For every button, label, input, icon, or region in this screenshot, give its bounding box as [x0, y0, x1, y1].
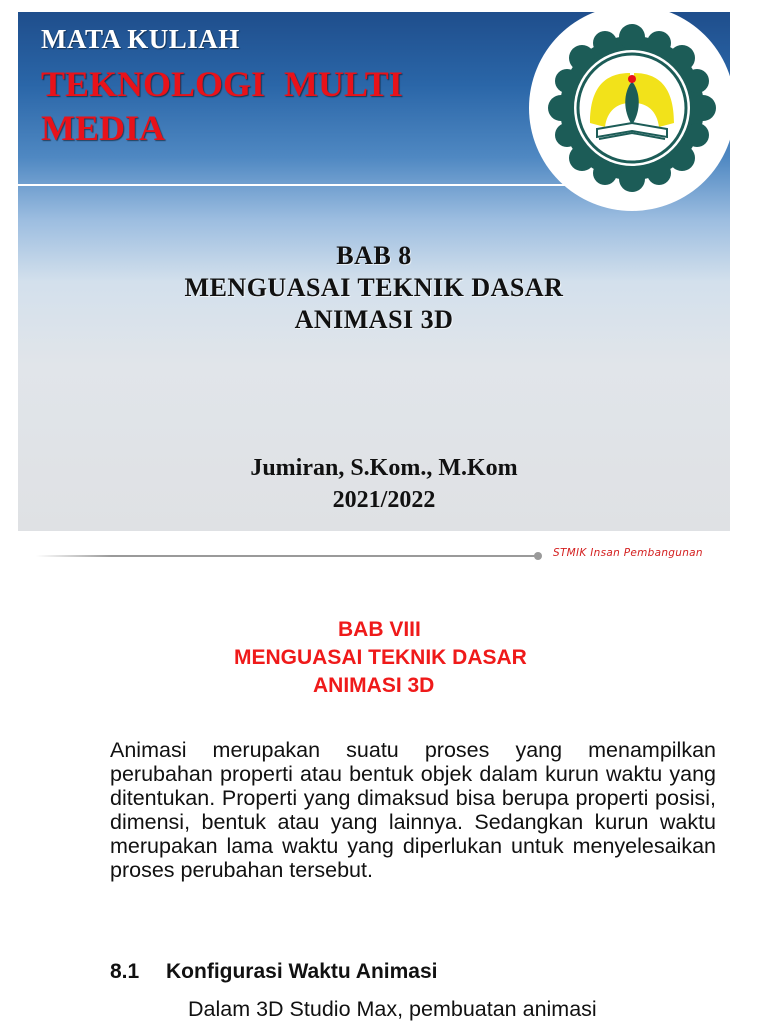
section-title: Konfigurasi Waktu Animasi [166, 960, 438, 983]
author-block [18, 452, 730, 516]
institution-emblem-icon [527, 3, 737, 213]
footer-divider [36, 555, 536, 557]
footer-brand: STMIK Insan Pembangunan [553, 547, 703, 559]
chapter-title [18, 240, 730, 336]
course-title: TEKNOLOGI MULTI MEDIA [41, 64, 403, 148]
document-heading [0, 616, 768, 700]
author-name: Jumiran, S.Kom., M.Kom [250, 455, 518, 481]
document-heading-line-3: ANIMASI 3D [313, 674, 435, 697]
document-heading-line-1: BAB VIII [338, 618, 421, 641]
chapter-title-line-2: ANIMASI 3D [294, 305, 454, 334]
academic-year: 2021/2022 [332, 487, 436, 513]
document-heading-line-2: MENGUASAI TEKNIK DASAR [234, 646, 527, 669]
chapter-title-line-1: MENGUASAI TEKNIK DASAR [184, 273, 564, 302]
slide-divider [18, 184, 570, 186]
footer-divider-dot [534, 552, 542, 560]
section-number: 8.1 [110, 960, 140, 983]
chapter-number: BAB 8 [336, 241, 412, 270]
course-label: MATA KULIAH [41, 24, 240, 54]
section-heading [110, 960, 437, 984]
section-paragraph: Dalam 3D Studio Max, pembuatan animasi [188, 997, 597, 1021]
intro-paragraph: Animasi merupakan suatu proses yang menampilkan perubahan properti atau bentuk objek dalam kurun waktu yang ditentukan. Properti yang dimaksud bisa berupa properti posisi, dimensi, bentuk atau yang lainnya. Sedangkan kurun waktu merupakan lama waktu yang diperlukan untuk menyelesaikan proses perubahan tersebut. [110, 738, 716, 882]
